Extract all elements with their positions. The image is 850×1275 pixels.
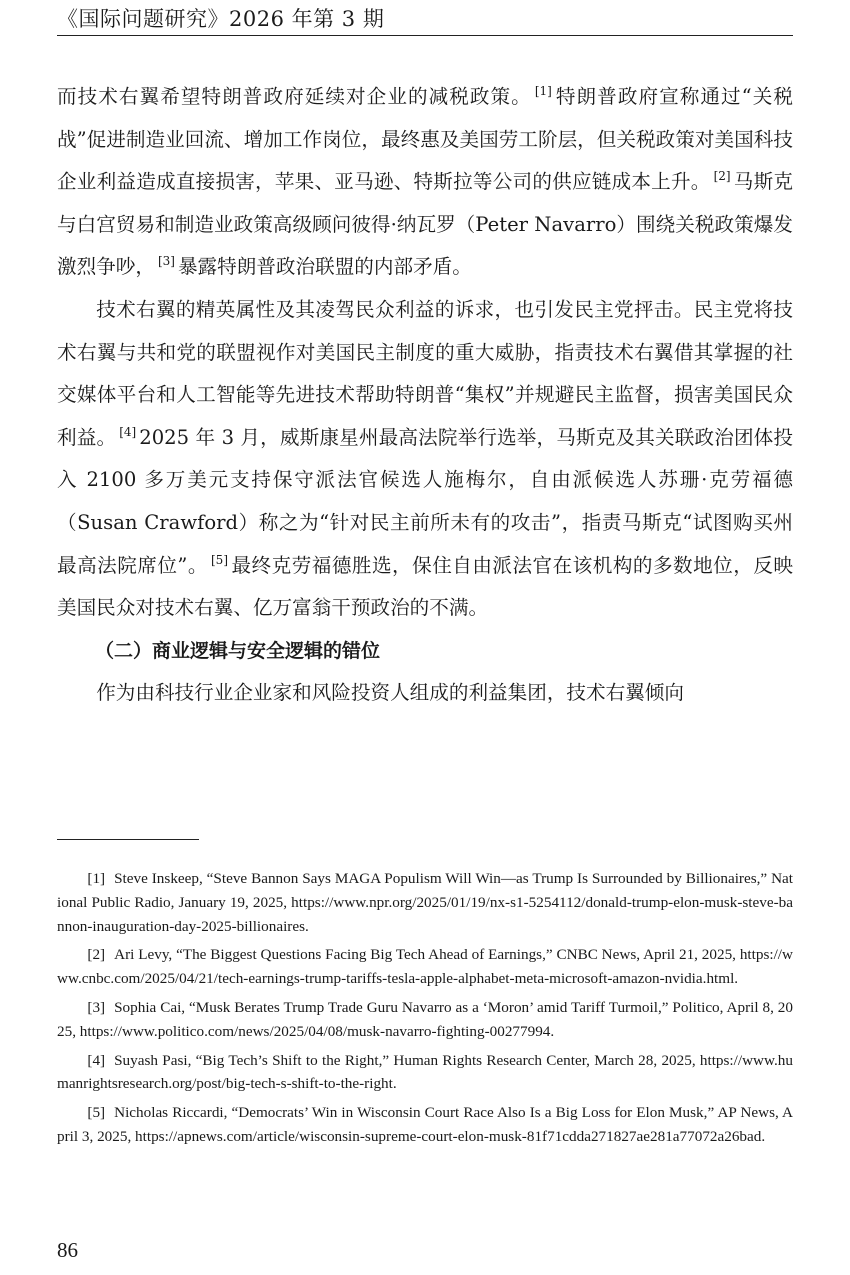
footnote-reference-link[interactable]: [4] xyxy=(119,424,137,439)
paragraph-text: 特朗普政府宣称通过“关税战”促进制造业回流、增加工作岗位，最终惠及美国劳工阶层，但关税政策对美国科技企业利益造成直接损害，苹果、亚马逊、特斯拉等公司的供应链成本上升。 xyxy=(57,85,793,194)
footnote-number: [2] xyxy=(87,946,106,964)
footnote-number: [1] xyxy=(87,870,106,887)
body-paragraph xyxy=(57,76,793,289)
journal-header-title: 《国际问题研究》2026 年第 3 期 xyxy=(57,7,385,31)
footnote-reference-link[interactable]: [2] xyxy=(713,169,731,184)
footnote-item xyxy=(57,996,793,1044)
footnote-number: [3] xyxy=(87,998,106,1016)
paragraph-text: 最终克劳福德胜选，保住自由派法官在该机构的多数地位，反映美国民众对技术右翼、亿万富翁干预政治的不满。 xyxy=(57,553,793,620)
paragraph-text: 暴露特朗普政治联盟的内部矛盾。 xyxy=(177,255,472,279)
footnote-text: Ari Levy, “The Biggest Questions Facing Big Tech Ahead of Earnings,” CNBC News, April 21, 2025, https://www.cnbc.com/2025/04/21/tech-earnings-trump-tariffs-tesla-apple-alphabet-meta-microsoft-amazon-nvidia.html. xyxy=(57,946,793,988)
footnote-divider xyxy=(57,839,199,840)
footnote-number: [4] xyxy=(87,1051,106,1069)
footnote-text: Suyash Pasi, “Big Tech’s Shift to the Right,” Human Rights Research Center, March 28, 2025, https://www.humanrightsresearch.org/post/big-tech-s-shift-to-the-right. xyxy=(57,1051,793,1093)
footnote-item xyxy=(57,943,793,991)
footnote-reference-link[interactable]: [3] xyxy=(157,254,175,269)
body-paragraph xyxy=(57,672,793,715)
footnote-reference-link[interactable]: [5] xyxy=(211,552,228,567)
page-number: 86 xyxy=(57,1238,78,1262)
footnote-reference-link[interactable]: [1] xyxy=(534,84,552,98)
paragraph-text: 2025 年 3 月，威斯康星州最高法院举行选举，马斯克及其关联政治团体投入 2100 多万美元支持保守派法官候选人施梅尔，自由派候选人苏珊·克劳福德（Susan Crawford）称之为“针对民主前所未有的攻击”，指责马斯克“试图购买州最高法院席位”。 xyxy=(57,425,794,577)
footnote-item xyxy=(57,867,793,938)
article-body xyxy=(57,76,793,715)
header-divider xyxy=(57,35,793,36)
footnote-item xyxy=(57,1101,793,1149)
section-heading-text: （二）商业逻辑与安全逻辑的错位 xyxy=(95,639,381,662)
paragraph-text: 作为由科技行业企业家和风险投资人组成的利益集团，技术右翼倾向 xyxy=(96,681,684,705)
footnote-number: [5] xyxy=(87,1104,106,1122)
footnotes-section xyxy=(57,867,793,1154)
footnote-text: Nicholas Riccardi, “Democrats’ Win in Wisconsin Court Race Also Is a Big Loss for Elon Musk,” AP News, April 3, 2025, https://apnews.com/article/wisconsin-supreme-court-elon-musk-81f71cdda271827ae281a77072a26bad. xyxy=(57,1104,793,1145)
paragraph-text: 技术右翼的精英属性及其凌驾民众利益的诉求，也引发民主党抨击。民主党将技术右翼与共和党的联盟视作对美国民主制度的重大威胁，指责技术右翼借其掌握的社交媒体平台和人工智能等先进技术帮助特朗普“集权”并规避民主监督，损害美国民众利益。 xyxy=(57,297,793,449)
footnote-item xyxy=(57,1049,793,1097)
paragraph-text: 而技术右翼希望特朗普政府延续对企业的减税政策。 xyxy=(57,85,532,108)
paragraph-text: 马斯克与白宫贸易和制造业政策高级顾问彼得·纳瓦罗（Peter Navarro）围绕关税政策爆发激烈争吵， xyxy=(57,170,794,279)
body-paragraph xyxy=(57,289,793,630)
footnote-text: Steve Inskeep, “Steve Bannon Says MAGA Populism Will Win—as Trump Is Surrounded by Billionaires,” National Public Radio, January 19, 2025, https://www.npr.org/2025/01/19/nx-s1-5254112/donald-trump-elon-musk-steve-bannon-inauguration-day-2025-billionaires. xyxy=(57,870,793,935)
section-heading xyxy=(57,630,793,673)
footnote-text: Sophia Cai, “Musk Berates Trump Trade Guru Navarro as a ‘Moron’ amid Tariff Turmoil,” Politico, April 8, 2025, https://www.politico.com/news/2025/04/08/musk-navarro-fighting-00277994. xyxy=(57,998,793,1040)
